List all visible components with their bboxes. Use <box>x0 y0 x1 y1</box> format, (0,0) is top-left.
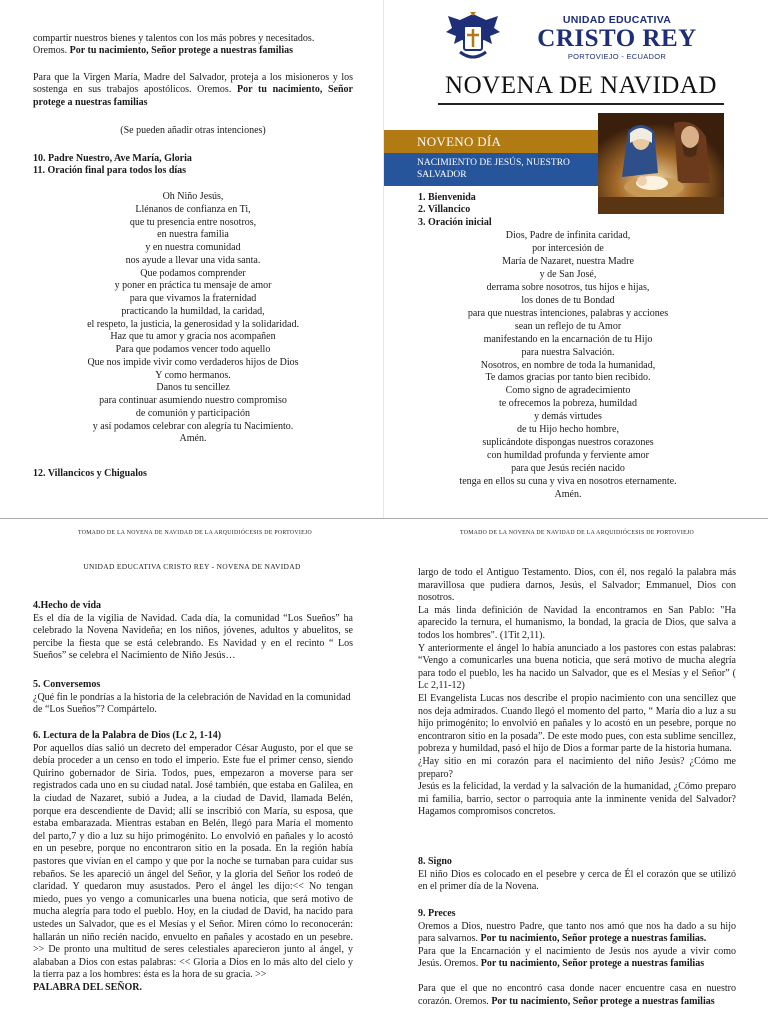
item-2: 2. Villancico <box>418 204 471 216</box>
final-prayer-line: Para que podamos vencer todo aquello <box>115 344 271 355</box>
initial-prayer-line: para que nuestras intenciones, palabras y acciones <box>467 307 669 319</box>
school-name-small: UNIDAD EDUCATIVA <box>562 14 672 26</box>
prece-3-response: Por tu nacimiento, Señor protege a nuestras familias <box>491 995 715 1007</box>
final-prayer-line: que tu presencia entre nosotros, <box>129 216 257 228</box>
section-6-heading: 6. Lectura de la Palabra de Dios (Lc 2, 1-14) <box>33 730 222 741</box>
initial-prayer-line: los dones de tu Bondad <box>521 294 615 306</box>
preces <box>418 908 736 1008</box>
final-prayer-line: Y como hermanos. <box>155 369 231 381</box>
prece-1-response: Por tu nacimiento, Señor protege a nuestras familias. <box>480 933 707 945</box>
initial-prayer-line: manifestando en la encarnación de tu Hijo <box>483 333 653 345</box>
gospel-text: Por aquellos días salió un decreto del emperador César Augusto, por el que se debía proceder a un censo en todo el imperio. Este fue el primer censo, siendo Quirino gobernador de Siria. Todos, pues, empezaron a moverse para ser registrados cada uno en su ciudad natal. José también, que estaba en Galilea, en la ciudad de Nazaret, subió a Judea, a la ciudad de David, llamada Belén, porque era descendiente de David; allí se inscribió con María, su esposa, que estaba embarazada. Mientras estaban en Belén, llegó para María el momento del parto,7 y dio a luz su hijo primogénito. Lo envolvió en pañales y lo acostó en un pesebre, porque no encontraron sitio en la posada. En la región había pastores que vivían en el campo y que por la noche se turnaban para cuidar sus rebaños. Se les apareció un ángel del Señor, y la gloria del Señor los rodeó de claridad. Y quedaron muy asustados. Pero el ángel les dijo:<< No tengan miedo, pues yo vengo a comunicarles una buena noticia, que será motivo de mucha alegría para todo el pueblo. Hoy, en la ciudad de David, ha nacido para ustedes un Salvador, que es el Mesías y el Señor. Miren cómo lo reconocerán: hallarán un niño recién nacido, envuelto en pañales y acostado en un pesebre. >> De pronto una multitud de seres celestiales aparecieron junto al ángel, y alababan a Dios con estas palabras: << Gloria a Dios en lo más alto del cielo y la tierra paz a los hombres: ésta es la hora de su gracia. >> <box>33 742 353 981</box>
subtitle-band <box>384 153 598 186</box>
bottom-page-header: UNIDAD EDUCATIVA CRISTO REY - NOVENA DE NAVIDAD <box>83 562 301 571</box>
final-prayer-line: Llénanos de confianza en Ti, <box>135 203 251 215</box>
footer-note-right: TOMADO DE LA NOVENA DE NAVIDAD DE LA ARQUIDIÓCESIS DE PORTOVIEJO <box>460 530 694 536</box>
section-4-heading: 4.Hecho de vida <box>33 600 102 611</box>
item-12: 12. Villancicos y Chigualos <box>33 468 147 479</box>
final-prayer-line: Que podamos comprender <box>140 267 246 279</box>
page-fold-line <box>0 518 768 519</box>
section-8-heading: 8. Signo <box>418 856 452 867</box>
reflection-question-1: ¿Hay sitio en mi corazón para el nacimiento del niño Jesús? ¿Cómo me preparo? <box>418 755 736 780</box>
initial-prayer-line: Nosotros, en nombre de toda la humanidad, <box>480 359 656 371</box>
initial-prayer-line: por intercesión de <box>532 242 604 254</box>
conversemos <box>33 679 353 717</box>
final-prayer-line: Danos tu sencillez <box>156 382 230 394</box>
reflection-block <box>418 567 736 819</box>
reflection-lucas: El Evangelista Lucas nos describe el propio nacimiento con una sencillez que nos deja admirados. Cuando llegó el momento del parto, “ María dio a luz a su hijo primogénito; lo envolvió en pañales y lo acostó en un pesebre, porque no encontraron sitio en la posada”. De este modo pues, con esta sublime sencillez, pobreza y humildad, pasó el hijo de Dios a formar parte de la historia humana. <box>418 692 736 755</box>
initial-prayer-line: María de Nazaret, nuestra Madre <box>502 255 634 267</box>
final-prayer-line: Amén. <box>179 433 207 445</box>
intercession-line: compartir nuestros bienes y talentos con los más pobres y necesitados. <box>33 33 315 44</box>
reflection-question-2: Jesús es la felicidad, la verdad y la salvación de la humanidad, ¿Cómo preparo mi familia, barrio, sector o parroquia ante la inminente venida del Salvador? Hagamos compromisos concretos. <box>418 781 736 818</box>
item-3: 3. Oración inicial <box>418 216 492 228</box>
final-prayer-line: para continuar asumiendo nuestro compromiso <box>99 395 287 406</box>
final-prayer-line: Oh Niño Jesús, <box>162 191 224 202</box>
final-prayer-line: Que nos impide vivir como verdaderos hijos de Dios <box>87 356 299 368</box>
reflection-continued: largo de todo el Antiguo Testamento. Dios, con él, nos regaló la palabra más maravillosa que pudiera darnos, Jesús, el Salvador; Emmanuel, Dios con nosotros. <box>418 567 736 604</box>
initial-prayer-line: para que Jesús recién nacido <box>511 463 625 475</box>
initial-prayer-line: Como signo de agradecimiento <box>505 385 631 397</box>
prece-2-text: Para que la Encarnación y el nacimiento de Jesús nos ayude a vivir como Jesús. Oremos. <box>418 945 736 970</box>
lectura-palabra <box>33 730 353 994</box>
section-8-text: El niño Dios es colocado en el pesebre y cerca de Él el corazón que se utilizó en el primer día de la Novena. <box>418 868 736 893</box>
virgin-intercession <box>33 72 353 109</box>
initial-prayer-line: Dios, Padre de infinita caridad, <box>505 230 631 241</box>
initial-prayer-line: para nuestra Salvación. <box>521 346 615 358</box>
final-prayer-line: Haz que tu amor y gracia nos acompañen <box>110 331 276 343</box>
column-gap <box>383 0 384 518</box>
school-location: PORTOVIEJO - ECUADOR <box>567 52 667 61</box>
item-1: 1. Bienvenida <box>418 192 476 203</box>
initial-prayer-line: de tu Hijo hecho hombre, <box>517 424 619 436</box>
signo <box>418 856 736 894</box>
school-name-large: CRISTO REY <box>537 25 697 52</box>
prece-3-text: Para que el que no encontró casa donde nacer encuentre casa en nuestro corazón. Oremos. <box>418 982 736 1007</box>
initial-prayer-line: suplicándote dispongas nuestros corazones <box>482 437 654 449</box>
initial-prayer-line: derrama sobre nosotros, tus hijos e hijas, <box>486 281 650 293</box>
final-prayer-line: nos ayude a llevar una vida santa. <box>125 254 261 266</box>
footer-note-left: TOMADO DE LA NOVENA DE NAVIDAD DE LA ARQUIDIÓCESIS DE PORTOVIEJO <box>78 530 312 536</box>
oremos-text: Oremos. <box>33 45 70 57</box>
opening-items <box>418 192 718 229</box>
intercession-block <box>33 33 353 58</box>
day-label: NOVENO DÍA <box>417 134 502 149</box>
final-prayer-line: en nuestra familia <box>157 229 229 241</box>
initial-prayer-line: te ofrecemos la pobreza, humildad <box>499 398 637 410</box>
item-11: 11. Oración final para todos los días <box>33 165 187 177</box>
initial-prayer-line: Te damos gracias por tanto bien recibido. <box>485 372 651 384</box>
virgin-response: Por tu nacimiento, Señor protege a nuestras familias <box>33 84 353 108</box>
final-prayer-line: el respeto, la justicia, la generosidad y la solidaridad. <box>87 318 299 330</box>
school-crest-icon <box>440 10 506 66</box>
hecho-de-vida <box>33 600 353 663</box>
final-prayer-line: para que vivamos la fraternidad <box>129 293 257 304</box>
final-prayer-line: de comunión y participación <box>135 407 251 419</box>
response-text: Por tu nacimiento, Señor protege a nuestras familias <box>69 45 293 57</box>
final-prayer-line: y en nuestra comunidad <box>145 242 241 253</box>
palabra-del-senor: PALABRA DEL SEÑOR. <box>33 981 143 993</box>
final-prayer-line: y así podamos celebrar con alegría tu Nacimiento. <box>92 420 294 432</box>
reflection-san-pablo: La más linda definición de Navidad la encontramos en San Pablo: "Ha aparecido la ternura, el humanismo, la bondad, la gracia de Dios, que salva a todos los hombres". (1Tit 2,11). <box>418 604 736 641</box>
day-subtitle: NACIMIENTO DE JESÚS, NUESTRO SALVADOR <box>417 158 570 180</box>
final-prayer-line: y poner en práctica tu mensaje de amor <box>114 280 272 292</box>
initial-prayer-line: tenga en ellos su cuna y viva en nosotros eternamente. <box>459 476 677 488</box>
initial-prayer-line: con humildad profunda y ferviente amor <box>487 450 649 462</box>
section-9-heading: 9. Preces <box>418 908 456 919</box>
final-prayer <box>33 191 353 446</box>
initial-prayer-line: sean un reflejo de tu Amor <box>514 320 622 332</box>
reflection-angel: Y anteriormente el ángel lo había anunciado a los pastores con estas palabras: “Vengo a comunicarles una buena noticia, que será motivo de mucha alegría para todo el pueblo, les ha nacido un Salvador, que es el Mesías y el Señor” ( Lc 2,11-12) <box>418 642 736 692</box>
item-10: 10. Padre Nuestro, Ave María, Gloria <box>33 153 192 164</box>
section-5-text: ¿Qué fin le pondrías a la historia de la celebración de Navidad en la comunidad de “Los Sueños”? Compártelo. <box>33 691 351 716</box>
initial-prayer-line: y demás virtudes <box>534 411 602 423</box>
novena-title: NOVENA DE NAVIDAD <box>445 72 717 99</box>
intentions-note: (Se pueden añadir otras intenciones) <box>120 125 266 136</box>
prece-2-response: Por tu nacimiento, Señor protege a nuestras familias <box>480 958 705 970</box>
prece-1-text: Oremos a Dios, nuestro Padre, que tanto nos amó que nos ha dado a su hijo para salvarnos. <box>418 920 736 945</box>
initial-prayer-line: y de San José, <box>539 268 597 280</box>
section-4-text: Es el día de la vigilia de Navidad. Cada día, la comunidad “Los Sueños” ha celebrado la Novena Navideña; en los niños, jóvenes, adultos y abuelitos, se percibe la fiesta que se está celebrando. Es Navidad y en el recinto “ Los Sueños” se celebra el Nacimiento de Niño Jesús… <box>33 612 353 662</box>
initial-prayer <box>418 230 718 502</box>
day-band <box>384 130 598 153</box>
title-underline <box>438 103 724 105</box>
final-prayer-line: practicando la humildad, la caridad, <box>121 305 265 317</box>
virgin-text: Para que la Virgen María, Madre del Salvador, proteja a los misioneros y los sostenga en sus trabajos apostólicos. Oremos. <box>33 72 353 96</box>
section-5-heading: 5. Conversemos <box>33 679 101 690</box>
items-10-11 <box>33 153 353 178</box>
initial-prayer-line: Amén. <box>554 489 582 501</box>
